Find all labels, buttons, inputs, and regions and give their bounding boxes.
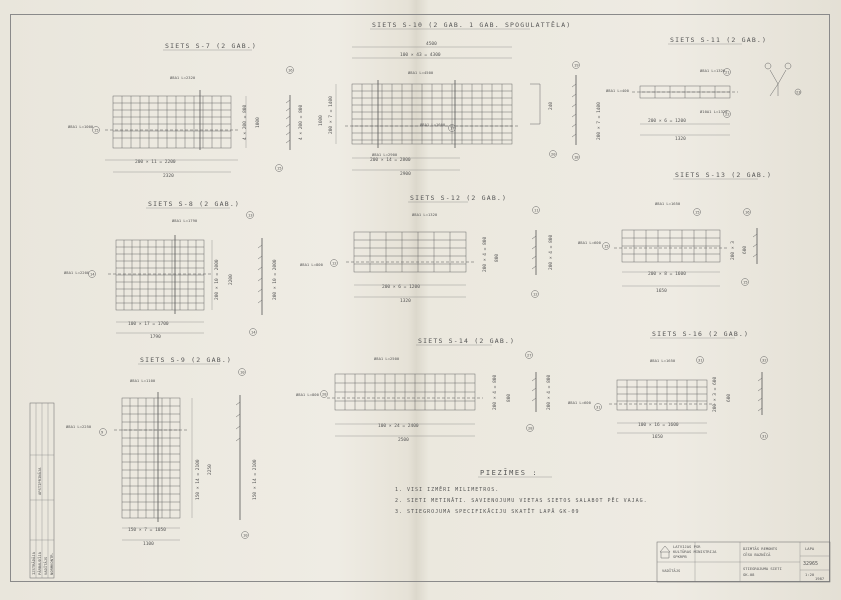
mesh-s13	[578, 171, 772, 294]
dim-bottom: 100 × 17 = 1700	[128, 322, 169, 327]
org-line: KULTŪRAS MINISTRIJA	[673, 549, 717, 554]
dim-left: 200 × 7 = 1400	[329, 96, 334, 134]
dim-height: 800	[507, 393, 512, 402]
title-s13: SIETS S-13 (2 GAB.)	[675, 171, 773, 179]
callout: 12	[332, 260, 337, 266]
stamp-row: IZSTRĀDĀJA	[31, 552, 36, 575]
org-line: SPKRPB	[673, 554, 687, 559]
callout: 19	[574, 62, 579, 68]
mesh-s12	[300, 194, 554, 304]
dim-right: 200 × 10 = 2000	[215, 259, 220, 300]
mesh-s11	[606, 36, 801, 142]
bar-left-label: Ø8A1 L=400	[606, 88, 629, 93]
sheet-label: LAPA	[805, 546, 815, 551]
dim-total: 1320	[675, 137, 686, 142]
dim-bottom: 200 × 14 = 2800	[370, 158, 411, 163]
bar-top-label: Ø8A1 L=1790	[172, 218, 198, 223]
callout: 28	[528, 425, 533, 431]
callout: 21	[725, 69, 730, 75]
sheet-title: STIEGROJUMA SIETI	[743, 566, 782, 571]
dim-top: 100 × 43 = 4300	[400, 53, 441, 58]
callout: 16	[288, 67, 293, 73]
dim-right: 200 × 3	[731, 241, 736, 260]
bar-left-label: Ø8A1 L=600	[578, 240, 601, 245]
dim-bottom: 100 × 24 = 2400	[378, 424, 419, 429]
callout: 9	[101, 429, 104, 435]
bar-left-label: Ø8A1 L=1600	[420, 122, 446, 127]
bar-left-label: Ø8A1 L=600	[568, 400, 591, 405]
dim-total: 1100	[143, 542, 154, 547]
stamp-row: NORMKONTR.	[49, 552, 54, 575]
dim-side: 200 × 4 = 800	[549, 234, 554, 270]
bar-top-label: Ø8A1 L=2500	[374, 356, 400, 361]
bar-left-label: Ø8A1 L=800	[296, 392, 319, 397]
dim-bottom: 100 × 16 = 1600	[638, 423, 679, 428]
dim-bottom: 200 × 6 = 1200	[648, 119, 686, 124]
dim-right: 4 × 200 = 800	[243, 104, 248, 140]
mesh-s16	[568, 330, 768, 440]
bar-top-label: Ø8A1 L=1320	[412, 212, 438, 217]
bar-left-label: Ø8A1 L=2200	[64, 270, 90, 275]
bar-top-label: Ø8A1 L=1320	[700, 68, 726, 73]
callout: 16	[745, 209, 750, 215]
dim-total: 2900	[400, 172, 411, 177]
dim-height: 2200	[229, 274, 234, 285]
mesh-s10	[318, 20, 602, 177]
callout: 27	[527, 352, 532, 358]
dim-bottom: 200 × 6 = 1200	[382, 285, 420, 290]
mesh-s7	[68, 42, 304, 179]
callout: 18	[574, 154, 579, 160]
bar-bottom-label: Ø8A1 L=2900	[372, 152, 398, 157]
dim-top-total: 4500	[426, 42, 437, 47]
dim-total: 1650	[652, 435, 663, 440]
stamp-row: VADĪTĀJS	[43, 556, 48, 575]
callout: 15	[277, 165, 282, 171]
callout: 23	[796, 89, 801, 95]
bar-left-label: Ø8A1 L=1000	[68, 124, 94, 129]
stamp-row: APSTIPRINĀJA	[37, 467, 42, 495]
callout: 14	[90, 271, 95, 277]
scale: 1:20	[805, 572, 815, 577]
notes	[395, 468, 648, 515]
title-s12: SIETS S-12 (2 GAB.)	[410, 194, 508, 202]
dim-height: 1600	[319, 115, 324, 126]
title-s11: SIETS S-11 (2 GAB.)	[670, 36, 768, 44]
dim-total: 1320	[400, 299, 411, 304]
callout: 13	[248, 212, 253, 218]
dim-height: 800	[495, 253, 500, 262]
bar-top-label: Ø8A1 L=4500	[408, 70, 434, 75]
mesh-s8	[64, 200, 278, 340]
callout: 10	[243, 532, 248, 538]
dim-right: 200 × 4 = 800	[483, 236, 488, 272]
project-line: DZIMTĀS REMONTS	[743, 546, 778, 551]
title-s7: SIETS S-7 (2 GAB.)	[165, 42, 258, 50]
dim-side: 200 × 4 = 800	[547, 374, 552, 410]
dim-bottom: 200 × 11 = 2200	[135, 160, 176, 165]
dim-total: 1790	[150, 335, 161, 340]
bar-bottom-label: Ø10A1 L=1320	[700, 109, 728, 114]
callout: 10	[240, 369, 245, 375]
callout: 17	[450, 125, 455, 131]
bar-top-label: Ø8A1 L=1650	[655, 201, 681, 206]
mesh-s14	[296, 337, 552, 443]
dim-hook: 240	[549, 101, 554, 110]
drawing-number: 32965	[803, 561, 819, 567]
callout: 31	[596, 404, 601, 410]
dim-height: 1000	[256, 117, 261, 128]
callout: 22	[725, 111, 730, 117]
callout: 12	[533, 291, 538, 297]
bar-top-label: Ø8A1 L=2320	[170, 75, 196, 80]
dim-right: 150 × 14 = 2100	[196, 459, 201, 500]
dim-side: 150 × 14 = 2100	[253, 459, 258, 500]
title-s14: SIETS S-14 (2 GAB.)	[418, 337, 516, 345]
dim-height: 600	[727, 393, 732, 402]
callout: 11	[534, 207, 539, 213]
title-s16: SIETS S-16 (2 GAB.)	[652, 330, 750, 338]
callout: 15	[94, 127, 99, 133]
dim-bottom: 200 × 8 = 1600	[648, 272, 686, 277]
dim-bottom: 150 × 7 = 1050	[128, 528, 166, 533]
dim-right: 200 × 3 = 600	[713, 376, 718, 412]
bar-top-label: Ø8A1 L=1650	[650, 358, 676, 363]
dim-side: 4 × 200 = 800	[299, 104, 304, 140]
notes-heading: PIEZĪMES :	[480, 469, 539, 477]
mesh-s9	[66, 356, 258, 547]
dim-total: 1650	[656, 289, 667, 294]
project-line: CĒSU BAZNĪCĀ	[743, 552, 771, 557]
dim-height: 600	[743, 245, 748, 254]
left-stamp	[30, 403, 54, 578]
title-s9: SIETS S-9 (2 GAB.)	[140, 356, 233, 364]
dept: VADĪTĀJS	[662, 568, 681, 573]
callout: 28	[322, 391, 327, 397]
note-1: 1. VISI IZMĒRI MILIMETROS.	[395, 487, 500, 493]
callout: 32	[762, 357, 767, 363]
callout: 14	[251, 329, 256, 335]
note-2: 2. SIETI METINĀTI. SAVIENOJUMU VIETAS SIETOS SALABOT PĒC VAJAG.	[395, 498, 648, 504]
callout: 31	[698, 357, 703, 363]
org-line: LATVIJAS PSR	[673, 544, 701, 549]
note-3: 3. STIEGROJUMA SPECIFIKĀCIJU SKATĪT LAPĀ GK-09	[395, 509, 580, 515]
callout: 31	[762, 433, 767, 439]
bar-top-label: Ø8A1 L=1100	[130, 378, 156, 383]
callout: 15	[695, 209, 700, 215]
bar-left-label: Ø8A1 L=2250	[66, 424, 92, 429]
stamp-row: PĀRBAUDĪJA	[37, 552, 42, 575]
dim-total: 2320	[163, 174, 174, 179]
dim-height: 2250	[208, 464, 213, 475]
dim-side: 200 × 7 = 1400	[597, 102, 602, 140]
bar-left-label: Ø8A1 L=800	[300, 262, 323, 267]
dim-right: 200 × 4 = 800	[493, 374, 498, 410]
title-s10: SIETS S-10 (2 GAB. 1 GAB. SPOGULATTĒLA)	[372, 21, 572, 29]
callout: 20	[551, 151, 556, 157]
title-block	[657, 542, 830, 582]
callout: 15	[743, 279, 748, 285]
sheet-code: GK-08	[743, 572, 755, 577]
dim-side: 200 × 10 = 2000	[273, 259, 278, 300]
callout: 15	[604, 243, 609, 249]
title-s8: SIETS S-8 (2 GAB.)	[148, 200, 241, 208]
dim-total: 2500	[398, 438, 409, 443]
date: 1987	[815, 576, 825, 581]
